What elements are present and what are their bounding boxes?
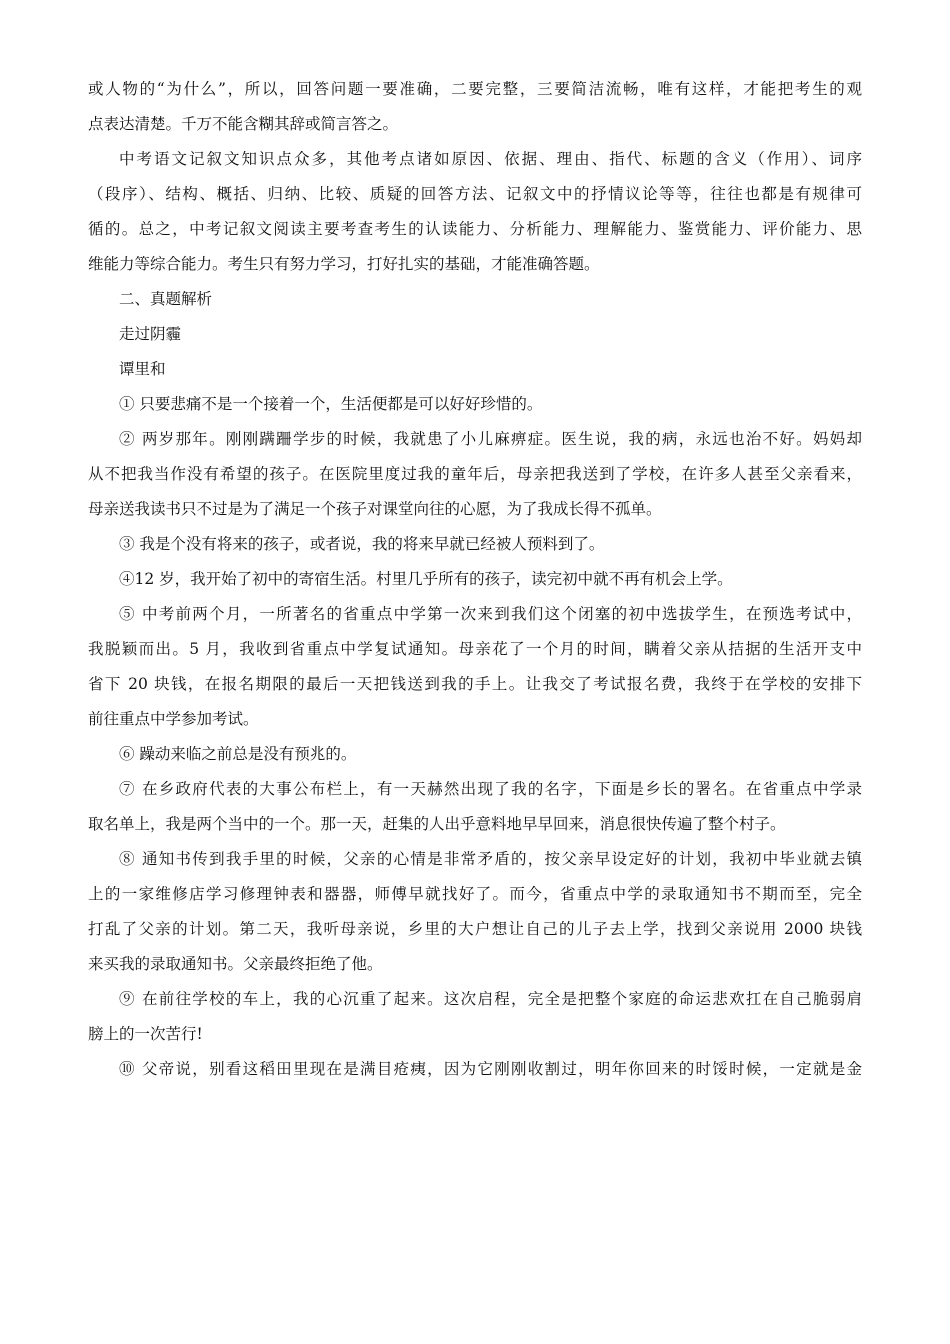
text-line: 循的。总之，中考记叙文阅读主要考查考生的认读能力、分析能力、理解能力、鉴赏能力、评价能力、思	[88, 220, 862, 238]
text-line: 母亲送我读书只不过是为了满足一个孩子对课堂向往的心愿，为了我成长得不孤单。	[88, 500, 662, 518]
text-line: 我脱颖而出。5 月，我收到省重点中学复试通知。母亲花了一个月的时间，瞒着父亲从拮据的生活开支中	[88, 640, 862, 658]
text-line: 打乱了父亲的计划。第二天，我听母亲说，乡里的大户想让自己的儿子去上学，找到父亲说用 2000 块钱	[88, 920, 862, 938]
text-line: 点表达清楚。千万不能含糊其辞或简言答之。	[88, 115, 399, 133]
document-body	[88, 72, 862, 1087]
text-line: 取名单上，我是两个当中的一个。那一天，赶集的人出乎意料地早早回来，消息很快传遍了整个村子。	[88, 815, 786, 833]
paragraph-start: ① 只要悲痛不是一个接着一个，生活便都是可以好好珍惜的。	[119, 395, 543, 413]
text-line: 省下 20 块钱，在报名期限的最后一天把钱送到我的手上。让我交了考试报名费，我终于在学校的安排下	[88, 675, 862, 693]
article-author: 谭里和	[119, 360, 166, 378]
paragraph-start: ② 两岁那年。刚刚蹒跚学步的时候，我就患了小儿麻痹症。医生说，我的病，永远也治不好。妈妈却	[119, 430, 862, 448]
text-line: 或人物的“为什么”，所以，回答问题一要准确，二要完整，三要简洁流畅，唯有这样，才能把考生的观	[88, 80, 862, 98]
paragraph-start: ⑦ 在乡政府代表的大事公布栏上，有一天赫然出现了我的名字，下面是乡长的署名。在省重点中学录	[119, 780, 862, 798]
text-line: （段序）、结构、概括、归纳、比较、质疑的回答方法、记叙文中的抒情议论等等，往往也都是有规律可	[88, 185, 862, 203]
paragraph-start: ⑧ 通知书传到我手里的时候，父亲的心情是非常矛盾的，按父亲早设定好的计划，我初中毕业就去镇	[119, 850, 862, 868]
text-line: 前往重点中学参加考试。	[88, 710, 259, 728]
text-line: 来买我的录取通知书。父亲最终拒绝了他。	[88, 955, 383, 973]
paragraph-start: ⑥ 躁动来临之前总是没有预兆的。	[119, 745, 357, 763]
article-title: 走过阴霾	[119, 325, 182, 343]
text-line: 膀上的一次苦行!	[88, 1025, 203, 1043]
text-line: 维能力等综合能力。考生只有努力学习，打好扎实的基础，才能准确答题。	[88, 255, 600, 273]
text-line: 上的一家维修店学习修理钟表和器器，师傅早就找好了。而今，省重点中学的录取通知书不期而至，完全	[88, 885, 862, 903]
paragraph-start: ④12 岁，我开始了初中的寄宿生活。村里几乎所有的孩子，读完初中就不再有机会上学。	[119, 570, 733, 588]
paragraph-start: ③ 我是个没有将来的孩子，或者说，我的将来早就已经被人预料到了。	[119, 535, 605, 553]
paragraph-start: ⑤ 中考前两个月，一所著名的省重点中学第一次来到我们这个闭塞的初中选拔学生，在预选考试中，	[119, 605, 862, 623]
paragraph-start: 中考语文记叙文知识点众多，其他考点诸如原因、依据、理由、指代、标题的含义（作用）、词序	[119, 150, 862, 168]
section-heading: 二、真题解析	[119, 290, 213, 308]
paragraph-start: ⑩ 父帝说，别看这稻田里现在是满目疮痍，因为它刚刚收割过，明年你回来的时馁时候，一定就是金	[119, 1060, 862, 1078]
text-line: 从不把我当作没有希望的孩子。在医院里度过我的童年后，母亲把我送到了学校，在许多人甚至父亲看来，	[88, 465, 862, 483]
paragraph-start: ⑨ 在前往学校的车上，我的心沉重了起来。这次启程，完全是把整个家庭的命运悲欢扛在自己脆弱肩	[119, 990, 862, 1008]
